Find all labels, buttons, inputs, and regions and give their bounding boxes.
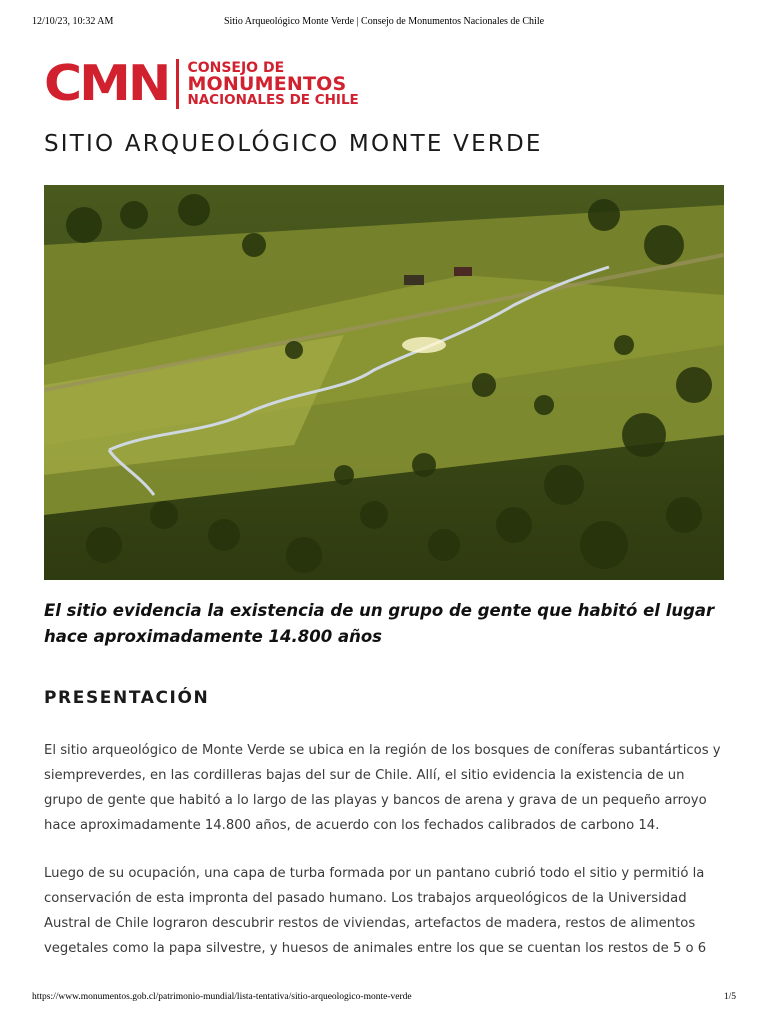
- print-page-number: 1/5: [723, 992, 736, 1002]
- logo-line-2: MONUMENTOS: [187, 72, 347, 95]
- body-paragraph: Luego de su ocupación, una capa de turba formada por un pantano cubrió todo el sitio y permitió la conservación de esta impronta del pasado humano. Los trabajos arqueológicos de la Universidad Austral de Chile lograron descubrir restos de viviendas, artefactos de madera, restos de alimentos vegetales como la papa silvestre, y huesos de animales entre los que se cuentan los restos de 5 o 6: [44, 866, 707, 956]
- aerial-landscape-image: [44, 185, 724, 580]
- cmn-logo[interactable]: [44, 56, 364, 112]
- lead-summary: El sitio evidencia la existencia de un grupo de gente que habitó el lugar hace aproximadamente 14.800 años: [44, 601, 715, 646]
- print-footer: [32, 992, 736, 1006]
- logo-line-1: CONSEJO DE: [187, 59, 285, 76]
- print-url: https://www.monumentos.gob.cl/patrimonio-mundial/lista-tentativa/sitio-arqueologico-monte-verde: [32, 992, 412, 1002]
- body-paragraph: El sitio arqueológico de Monte Verde se ubica en la región de los bosques de coníferas subantárticos y siempreverdes, en las cordilleras bajas del sur de Chile. Allí, el sitio evidencia la existencia de un grupo de gente que habitó a lo largo de las playas y bancos de arena y grava de un pequeño arroyo hace aproximadamente 14.800 años, de acuerdo con los fechados calibrados de carbono 14.: [44, 743, 721, 833]
- logo-wordmark: [187, 61, 358, 108]
- print-page-title: Sitio Arqueológico Monte Verde | Consejo de Monumentos Nacionales de Chile: [223, 16, 545, 27]
- print-timestamp: 12/10/23, 10:32 AM: [32, 16, 114, 27]
- print-header: [32, 16, 736, 30]
- logo-divider: [176, 59, 179, 109]
- section-title-presentacion: PRESENTACIÓN: [44, 688, 210, 708]
- logo-line-3: NACIONALES DE CHILE: [187, 91, 359, 108]
- logo-mark: CMN: [44, 55, 169, 113]
- hero-aerial-photo: [44, 185, 724, 580]
- page-title: SITIO ARQUEOLÓGICO MONTE VERDE: [44, 131, 543, 157]
